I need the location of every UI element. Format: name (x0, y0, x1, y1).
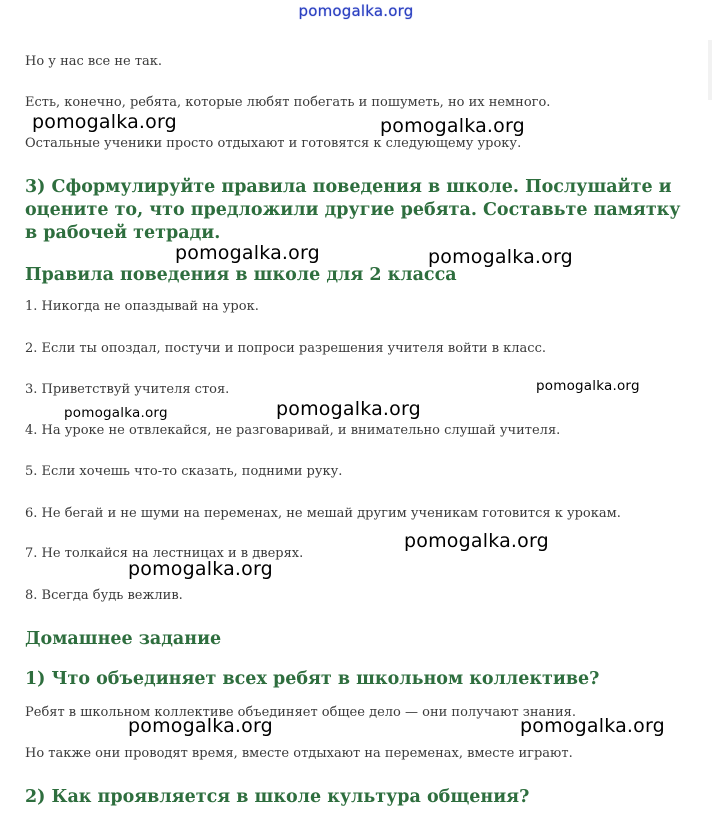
watermark-text: pomogalka.org (175, 242, 320, 264)
rule-item: 8. Всегда будь вежлив. (25, 588, 183, 603)
rules-subheading: Правила поведения в школе для 2 класса (25, 265, 457, 285)
homework-heading: Домашнее задание (25, 629, 222, 649)
task-3-heading: 3) Сформулируйте правила поведения в школе. Послушайте и оцените то, что предложили другие ребята. Составьте памятку в рабочей тетради. (25, 177, 681, 243)
watermark-text: pomogalka.org (536, 378, 640, 394)
watermark-text: pomogalka.org (428, 246, 573, 268)
paragraph: Остальные ученики просто отдыхают и готовятся к следующему уроку. (25, 136, 522, 151)
rule-item: 6. Не бегай и не шуми на переменах, не мешай другим ученикам готовится к урокам. (25, 506, 621, 521)
rule-item: 1. Никогда не опаздывай на урок. (25, 299, 259, 314)
paragraph: Есть, конечно, ребята, которые любят побегать и пошуметь, но их немного. (25, 95, 551, 110)
watermark-text: pomogalka.org (276, 398, 421, 420)
question-1-heading: 1) Что объединяет всех ребят в школьном коллективе? (25, 669, 600, 689)
watermark-text: pomogalka.org (380, 115, 525, 137)
site-header-logo[interactable]: pomogalka.org (298, 2, 414, 20)
watermark-text: pomogalka.org (128, 715, 273, 737)
question-2-heading: 2) Как проявляется в школе культура общения? (25, 787, 530, 807)
answer-paragraph: Ребят в школьном коллективе объединяет общее дело — они получают знания. (25, 705, 576, 720)
scrollbar[interactable] (708, 40, 712, 100)
watermark-text: pomogalka.org (520, 715, 665, 737)
watermark-text: pomogalka.org (64, 405, 168, 421)
watermark-text: pomogalka.org (404, 530, 549, 552)
watermark-text: pomogalka.org (128, 558, 273, 580)
rule-item: 2. Если ты опоздал, постучи и попроси разрешения учителя войти в класс. (25, 341, 546, 356)
paragraph: Но у нас все не так. (25, 54, 163, 69)
rule-item: 5. Если хочешь что-то сказать, подними руку. (25, 464, 343, 479)
rule-item: 3. Приветствуй учителя стоя. (25, 382, 230, 397)
answer-paragraph: Но также они проводят время, вместе отдыхают на переменах, вместе играют. (25, 746, 573, 761)
rule-item: 7. Не толкайся на лестницах и в дверях. (25, 546, 304, 561)
rule-item: 4. На уроке не отвлекайся, не разговаривай, и внимательно слушай учителя. (25, 423, 561, 438)
watermark-text: pomogalka.org (32, 111, 177, 133)
